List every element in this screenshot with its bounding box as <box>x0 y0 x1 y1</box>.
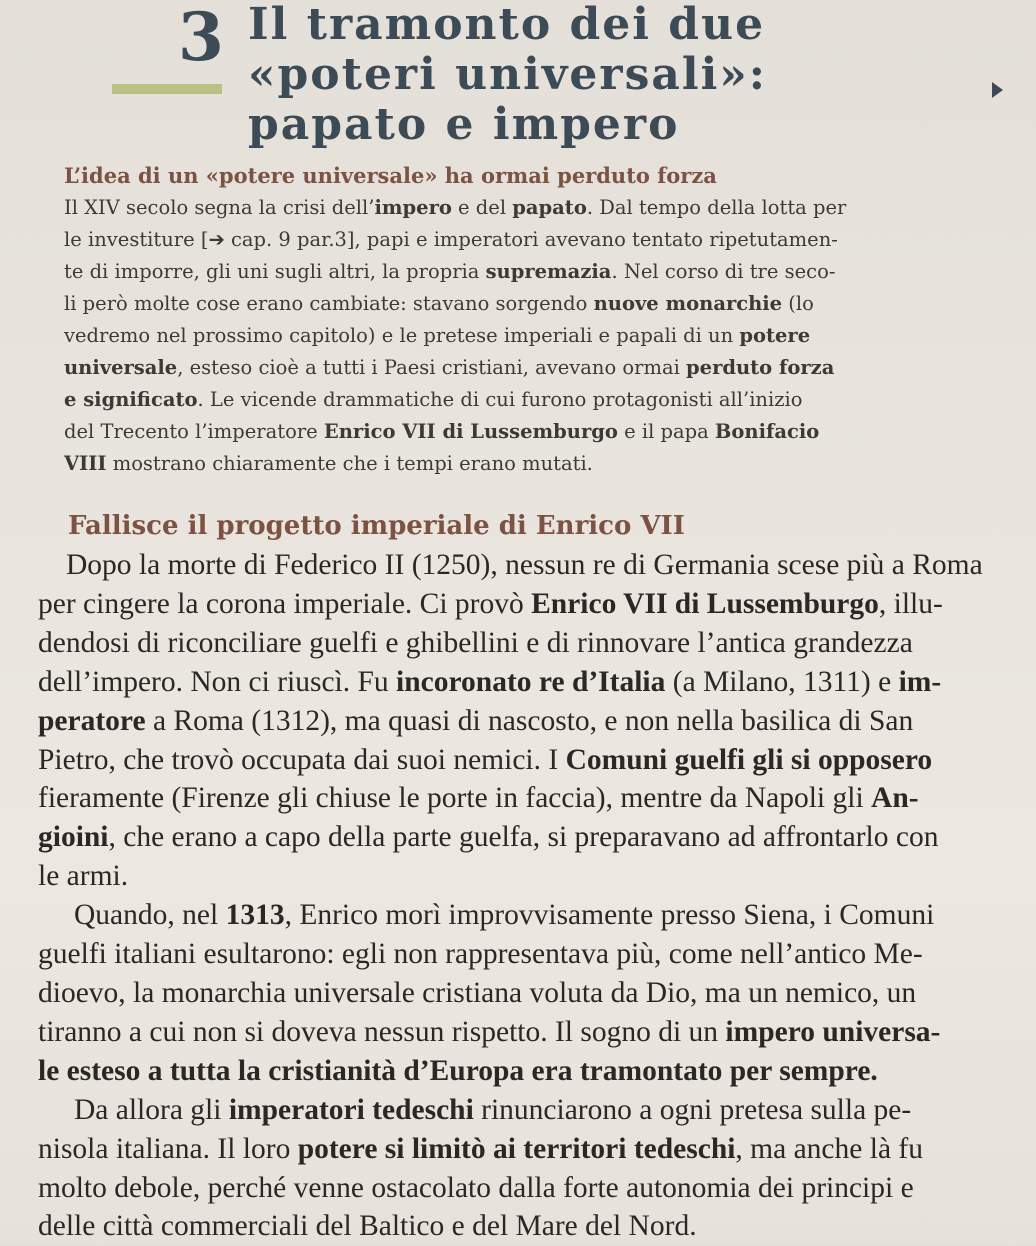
text-span: fieramente (Firenze gli chiuse le porte in faccia), mentre da Napoli gli <box>38 782 872 815</box>
text-span: delle città commerciali del Baltico e del Mare del Nord. <box>38 1210 697 1243</box>
text-span: guelfi italiani esultarono: egli non rappresentava più, come nell’antico Me- <box>38 938 923 971</box>
text-span: vedremo nel prossimo capitolo) e le pretese imperiali e papali di un <box>64 324 740 347</box>
bold-text: Enrico VII di Lussemburgo <box>531 587 879 620</box>
text-span: , che erano a capo della parte guelfa, si preparavano ad affrontarlo con <box>108 821 939 854</box>
text-line <box>0 288 1036 320</box>
text-span: , Enrico morì improvvisamente presso Siena, i Comuni <box>284 899 935 932</box>
text-span: . Le vicende drammatiche di cui furono protagonisti all’inizio <box>197 388 803 411</box>
bold-text: universale <box>64 356 178 379</box>
text-span: del Trecento l’imperatore <box>64 420 324 443</box>
bold-text: potere si limitò ai territori tedeschi <box>297 1132 736 1165</box>
bold-text: Comuni guelfi gli si opposero <box>565 743 933 776</box>
text-line <box>0 416 1036 448</box>
bold-text: An- <box>871 782 919 815</box>
text-line <box>0 818 1036 857</box>
text-line <box>0 448 1036 480</box>
text-span: dioevo, la monarchia universale cristiana voluta da Dio, ma un nemico, un <box>38 976 917 1009</box>
bold-text: incoronato re d’Italia <box>396 665 666 698</box>
section-body <box>0 546 1036 1246</box>
text-line <box>0 585 1036 624</box>
text-span: , esteso cioè a tutti i Paesi cristiani, avevano ormai <box>177 356 687 379</box>
text-line <box>0 1207 1036 1246</box>
text-span: per cingere la corona imperiale. Ci provò <box>38 587 532 620</box>
text-span: le armi. <box>38 860 129 893</box>
text-span: dendosi di riconciliare guelfi e ghibellini e di rinnovare l’antica grandezza <box>38 626 913 659</box>
text-line <box>0 352 1036 384</box>
text-span: le investiture [➔ cap. 9 par.3], papi e imperatori avevano tentato ripetutamen- <box>64 228 838 251</box>
text-span: tiranno a cui non si doveva nessun rispetto. Il sogno di un <box>38 1015 726 1048</box>
arrow-right-icon <box>992 82 1003 98</box>
text-span: a Roma (1312), ma quasi di nascosto, e non nella basilica di San <box>145 704 914 737</box>
bold-text: impero universa- <box>725 1015 941 1048</box>
text-line <box>0 857 1036 896</box>
text-line <box>0 192 1036 224</box>
text-line <box>0 1130 1036 1169</box>
text-line <box>0 1091 1036 1130</box>
bold-text: potere <box>739 324 811 347</box>
text-span: nisola italiana. Il loro <box>38 1132 298 1165</box>
bold-text: imperatori tedeschi <box>228 1093 474 1126</box>
bold-text: le esteso a tutta la cristianità d’Europa era tramontato per sempre. <box>38 1054 878 1087</box>
text-line <box>0 624 1036 663</box>
text-span: , illu- <box>878 587 943 620</box>
text-span: te di imporre, gli uni sugli altri, la propria <box>64 260 486 283</box>
text-line <box>0 384 1036 416</box>
bold-text: peratore <box>38 704 146 737</box>
text-span: Il XIV secolo segna la crisi dell’ <box>64 196 375 219</box>
text-span: e il papa <box>617 420 715 443</box>
section-heading: Fallisce il progetto imperiale di Enrico VII <box>68 511 685 541</box>
bold-text: Enrico VII di Lussemburgo <box>323 420 618 443</box>
bold-text: supremazia <box>485 260 612 283</box>
text-line <box>0 1052 1036 1091</box>
section-heading: L’idea di un «potere universale» ha ormai perduto forza <box>64 163 717 188</box>
text-span: . Nel corso di tre seco- <box>611 260 836 283</box>
text-span: . Dal tempo della lotta per <box>586 196 847 219</box>
chapter-title-line: Il tramonto dei due <box>248 0 766 50</box>
text-line <box>0 1169 1036 1208</box>
text-line <box>0 974 1036 1013</box>
text-span: (a Milano, 1311) e <box>665 665 899 698</box>
section-idea-potere-universale <box>0 160 1036 480</box>
bold-text: Bonifacio <box>714 420 820 443</box>
text-line <box>0 256 1036 288</box>
chapter-number: 3 <box>178 0 224 76</box>
chapter-title-line: «poteri universali»: <box>248 49 768 100</box>
chapter-accent-bar <box>112 84 222 94</box>
bold-text: impero <box>374 196 452 219</box>
bold-text: VIII <box>64 452 107 475</box>
section-enrico-vii <box>0 506 1036 1246</box>
text-span: mostrano chiaramente che i tempi erano mutati. <box>106 452 593 475</box>
bold-text: nuove monarchie <box>593 292 783 315</box>
text-span: rinunciarono a ogni pretesa sulla pe- <box>473 1093 912 1126</box>
text-line <box>0 320 1036 352</box>
text-line <box>0 741 1036 780</box>
bold-text: perduto forza <box>686 356 835 379</box>
bold-text: papato <box>512 196 587 219</box>
bold-text: gioini <box>38 821 109 854</box>
text-line <box>0 702 1036 741</box>
text-line <box>0 779 1036 818</box>
text-line <box>0 935 1036 974</box>
text-line <box>0 1013 1036 1052</box>
bold-text: 1313 <box>225 899 285 932</box>
text-line <box>0 224 1036 256</box>
text-line <box>0 546 1036 585</box>
text-span: dell’impero. Non ci riuscì. Fu <box>38 665 397 698</box>
text-span: Da allora gli <box>74 1093 229 1126</box>
text-span: Pietro, che trovò occupata dai suoi nemici. I <box>38 743 566 776</box>
section-body <box>0 192 1036 480</box>
bold-text: im- <box>898 665 942 698</box>
text-span: Dopo la morte di Federico II (1250), nessun re di Germania scese più a Roma <box>66 549 983 581</box>
text-span: e del <box>451 196 513 219</box>
text-span: molto debole, perché venne ostacolato dalla forte autonomia dei principi e <box>38 1171 914 1204</box>
chapter-title <box>248 0 767 150</box>
text-span: Quando, nel <box>74 899 226 932</box>
text-line <box>0 663 1036 702</box>
text-span: (lo <box>782 292 814 315</box>
chapter-title-line: papato e impero <box>248 99 680 150</box>
text-span: , ma anche là fu <box>735 1132 923 1165</box>
bold-text: e significato <box>64 388 198 411</box>
text-line <box>0 896 1036 935</box>
text-span: li però molte cose erano cambiate: stavano sorgendo <box>64 292 594 315</box>
